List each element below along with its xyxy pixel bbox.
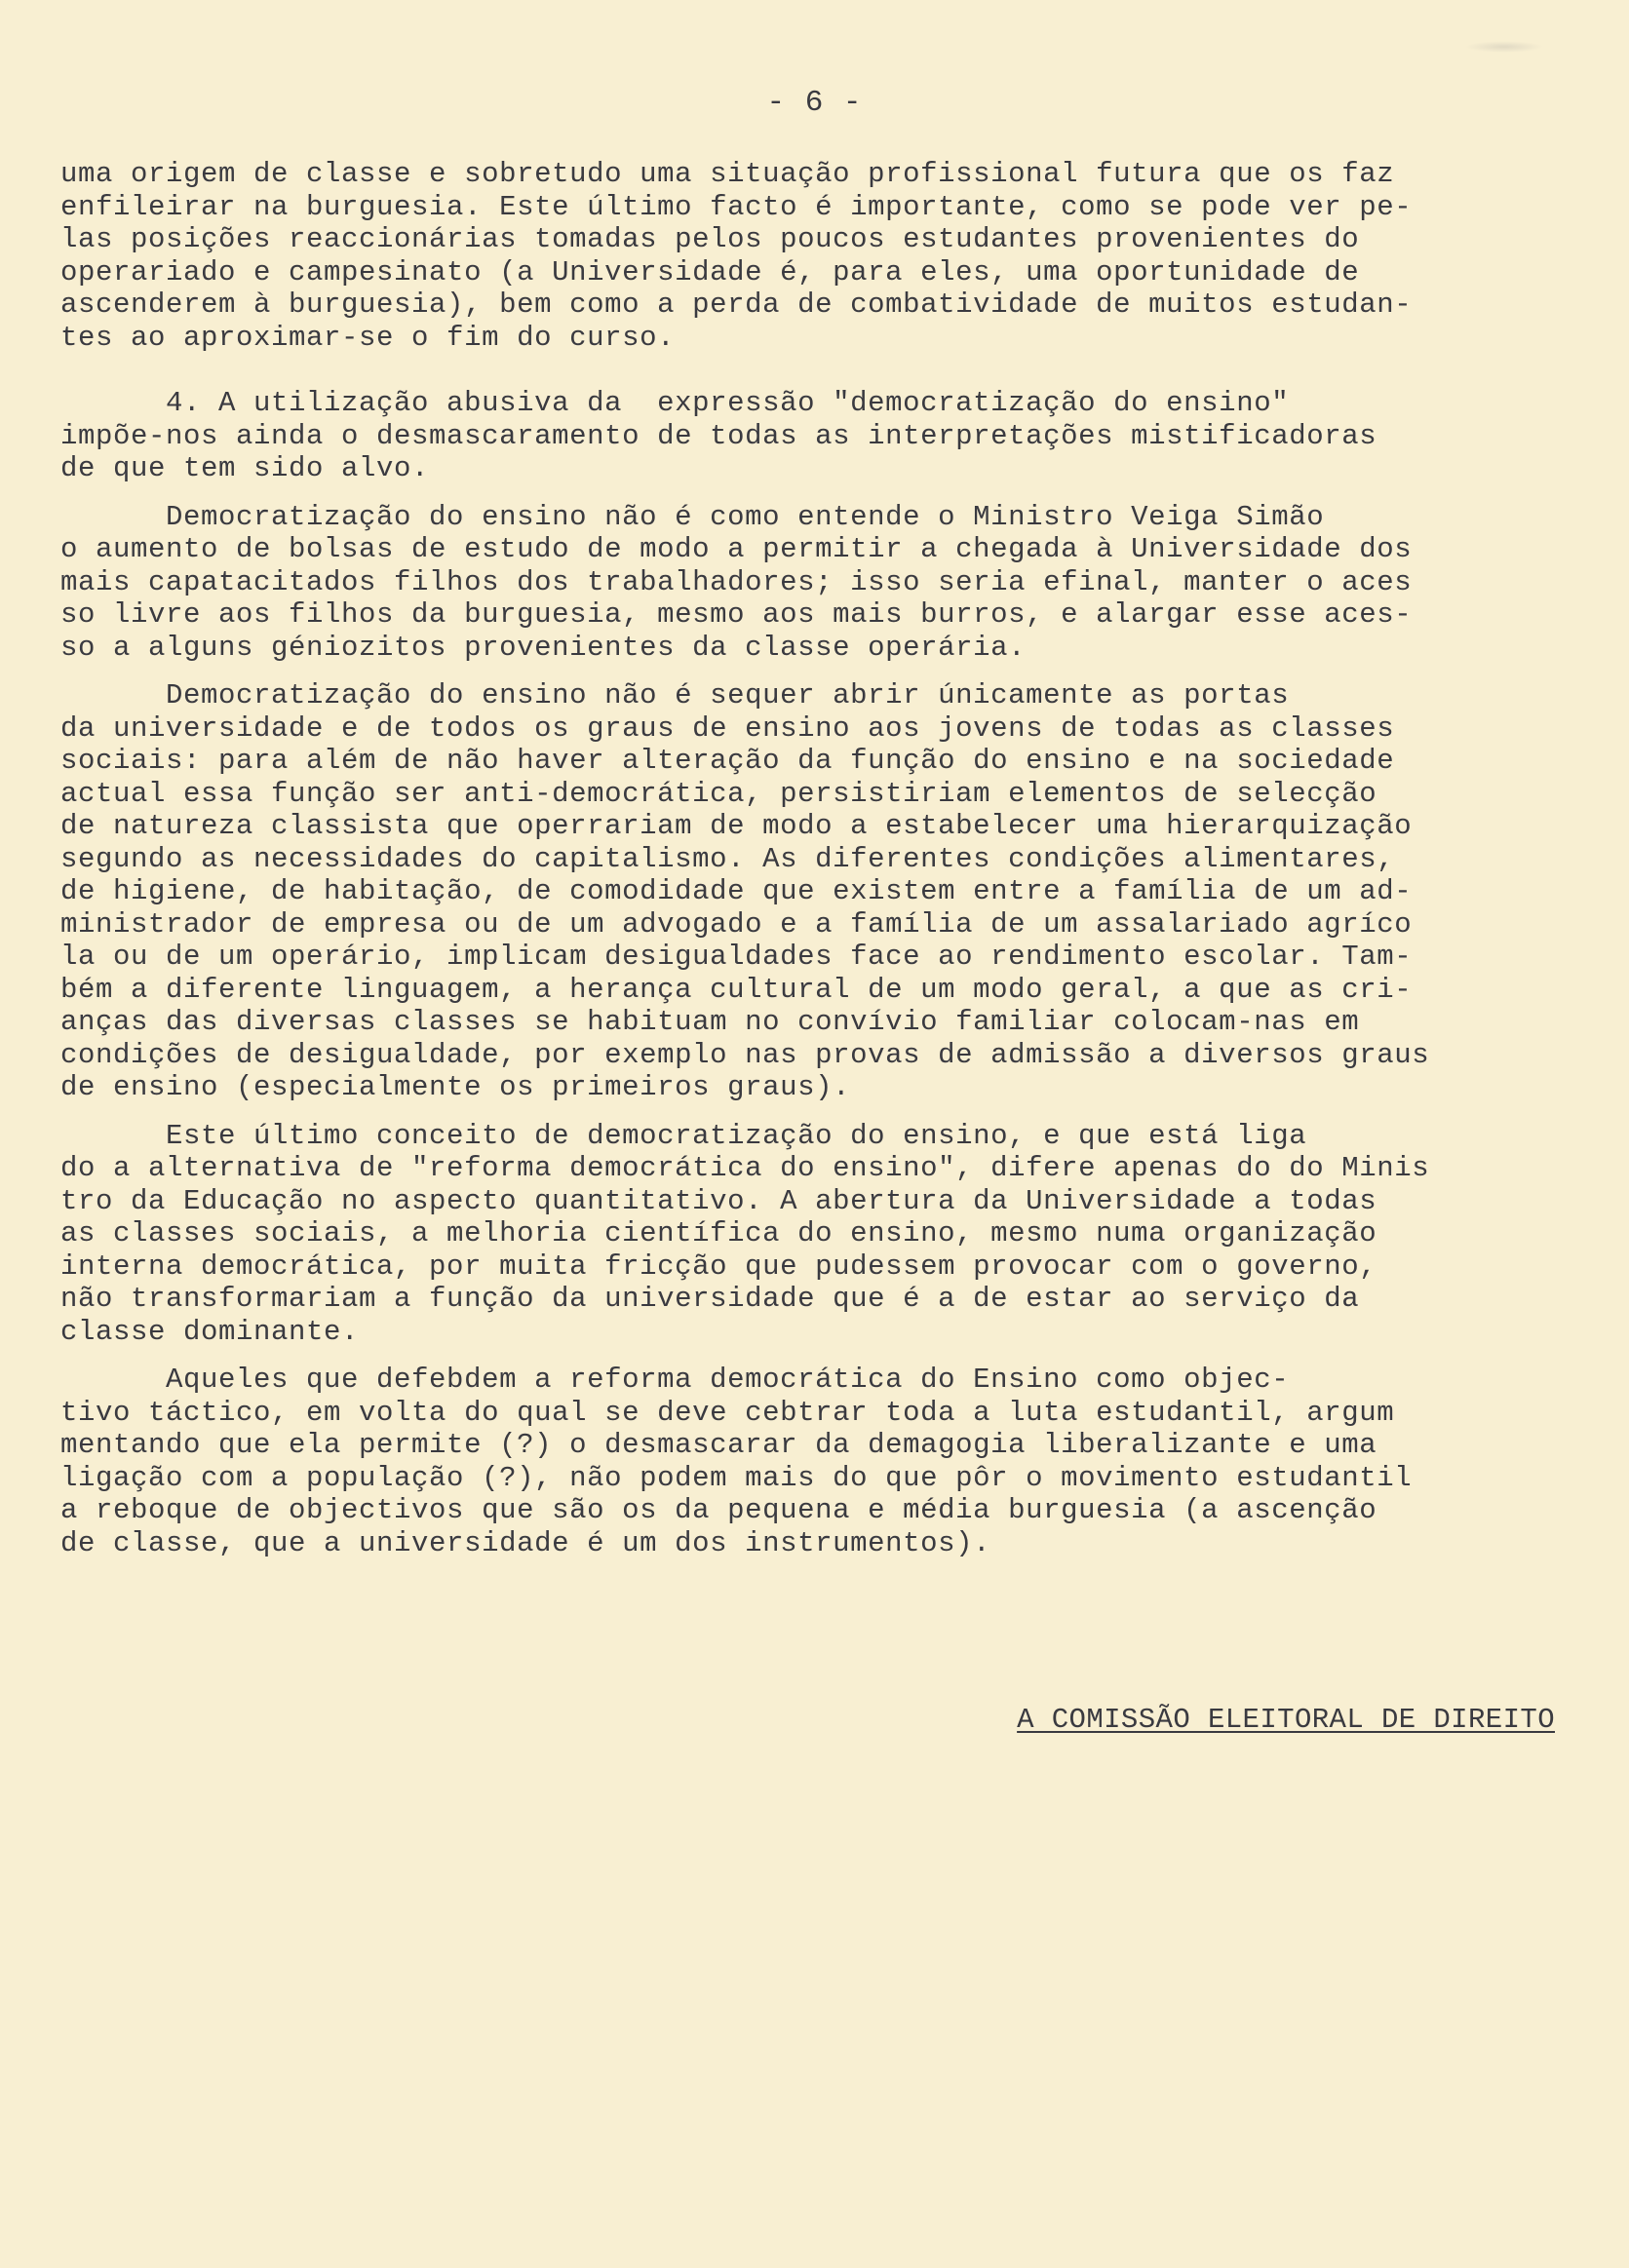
paragraph: [60, 158, 1581, 354]
text-line: impõe-nos ainda o desmascaramento de todas as interpretações mistificadoras: [60, 419, 1377, 452]
paragraph-gap: [60, 664, 1581, 679]
text-line: da universidade e de todos os graus de ensino aos jovens de todas as classes: [60, 711, 1395, 745]
text-line: condições de desigualdade, por exemplo nas provas de admissão a diversos graus: [60, 1038, 1430, 1071]
text-line: Este último conceito de democratização do ensino, e que está liga: [60, 1119, 1307, 1152]
text-line: de que tem sido alvo.: [60, 452, 430, 484]
text-line: as classes sociais, a melhoria científica do ensino, mesmo numa organização: [60, 1217, 1377, 1249]
text-line: a reboque de objectivos que são os da pequena e média burguesia (a ascenção: [60, 1494, 1377, 1526]
paragraph: [60, 387, 1581, 485]
text-line: Democratização do ensino não é como entende o Ministro Veiga Simão: [60, 500, 1325, 533]
paragraph-gap: [60, 1104, 1581, 1120]
text-line: segundo as necessidades do capitalismo. As diferentes condições alimentares,: [60, 842, 1395, 875]
text-line: sociais: para além de não haver alteração da função do ensino e na sociedade: [60, 745, 1395, 777]
text-line: de classe, que a universidade é um dos instrumentos).: [60, 1526, 991, 1559]
text-line: não transformariam a função da universidade que é a de estar ao serviço da: [60, 1283, 1360, 1315]
body-text: [60, 158, 1581, 1559]
text-line: uma origem de classe e sobretudo uma situação profissional futura que os faz: [60, 158, 1395, 190]
text-line: enfileirar na burguesia. Este último facto é importante, como se pode ver pe-: [60, 190, 1413, 223]
text-line: tro da Educação no aspecto quantitativo. A abertura da Universidade a todas: [60, 1184, 1377, 1217]
text-line: operariado e campesinato (a Universidade é, para eles, uma oportunidade de: [60, 255, 1360, 288]
text-line: actual essa função ser anti-democrática, persistiriam elementos de selecção: [60, 777, 1377, 810]
paper-stain: [1465, 41, 1543, 53]
text-line: las posições reaccionárias tomadas pelos poucos estudantes provenientes do: [60, 223, 1360, 255]
text-line: bém a diferente linguagem, a herança cultural de um modo geral, a que as cri-: [60, 973, 1413, 1006]
text-line: interna democrática, por muita fricção que pudessem provocar com o governo,: [60, 1249, 1377, 1283]
text-line: mentando que ela permite (?) o desmascarar da demagogia liberalizante e uma: [60, 1429, 1377, 1461]
text-line: anças das diversas classes se habituam no convívio familiar colocam-nas em: [60, 1006, 1360, 1038]
text-line: o aumento de bolsas de estudo de modo a permitir a chegada à Universidade dos: [60, 533, 1413, 565]
paragraph: [60, 679, 1581, 1104]
text-line: Democratização do ensino não é sequer abrir únicamente as portas: [60, 679, 1290, 711]
text-line: ministrador de empresa ou de um advogado e a família de um assalariado agríco: [60, 907, 1413, 941]
paragraph-gap: [60, 485, 1581, 501]
paragraph: [60, 1120, 1581, 1349]
paragraph-gap: [60, 354, 1581, 387]
text-line: tivo táctico, em volta do qual se deve cebtrar toda a luta estudantil, argum: [60, 1396, 1395, 1429]
text-line: de ensino (especialmente os primeiros graus).: [60, 1071, 851, 1103]
paragraph: [60, 1364, 1581, 1559]
paragraph-gap: [60, 1348, 1581, 1364]
text-line: ligação com a população (?), não podem mais do que pôr o movimento estudantil: [60, 1461, 1413, 1494]
page-number: - 6 -: [766, 86, 863, 120]
text-line: 4. A utilização abusiva da expressão "democratização do ensino": [60, 387, 1290, 419]
text-line: mais capatacitados filhos dos trabalhadores; isso seria efinal, manter o aces: [60, 565, 1413, 598]
text-line: la ou de um operário, implicam desigualdades face ao rendimento escolar. Tam-: [60, 941, 1413, 973]
text-line: ascenderem à burguesia), bem como a perda de combatividade de muitos estudan-: [60, 288, 1413, 321]
paragraph: [60, 501, 1581, 665]
text-line: de higiene, de habitação, de comodidade que existem entre a família de um ad-: [60, 875, 1413, 907]
text-line: tes ao aproximar-se o fim do curso.: [60, 321, 676, 354]
text-line: classe dominante.: [60, 1315, 360, 1348]
text-line: so livre aos filhos da burguesia, mesmo aos mais burros, e alargar esse aces-: [60, 598, 1413, 631]
text-line: do a alternativa de "reforma democrática do ensino", difere apenas do do Minis: [60, 1152, 1430, 1184]
text-line: so a alguns géniozitos provenientes da classe operária.: [60, 631, 1027, 664]
signature: A COMISSÃO ELEITORAL DE DIREITO: [1017, 1704, 1555, 1736]
text-line: Aqueles que defebdem a reforma democrática do Ensino como objec-: [60, 1364, 1290, 1396]
text-line: de natureza classista que operrariam de modo a estabelecer uma hierarquização: [60, 810, 1413, 842]
